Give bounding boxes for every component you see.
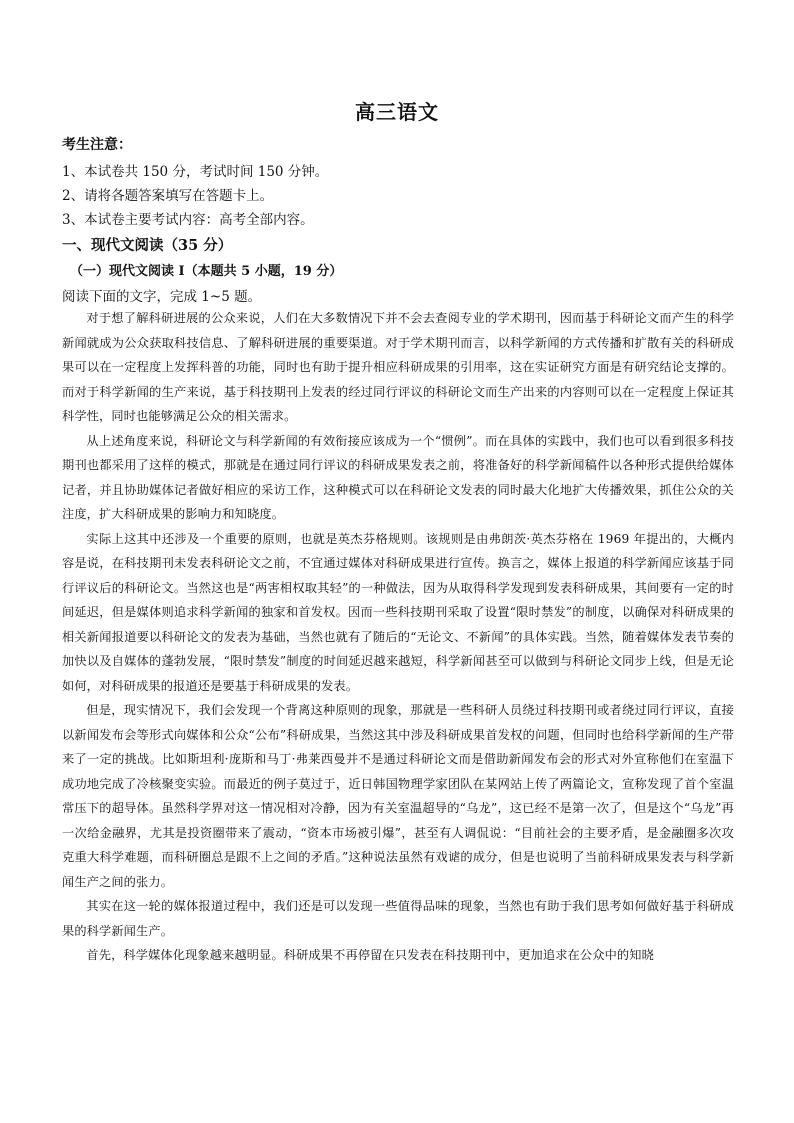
- passage-paragraph: 从上述角度来说，科研论文与科学新闻的有效衔接应该成为一个“惯例”。而在具体的实践中，我们也可以看到很多科技期刊也都采用了这样的模式，那就是在通过同行评议的科研成果发表之前，将准备好的科学新闻稿件以各种形式提供给媒体记者，并且协助媒体记者做好相应的采访工作，这种模式可以在科研论文发表的同时最大化地扩大传播效果，抓住公众的关注度，扩大科研成果的影响力和知晓度。: [62, 433, 734, 521]
- passage-paragraph: 其实在这一轮的媒体报道过程中，我们还是可以发现一些值得品味的现象，当然也有助于我们思考如何做好基于科研成果的科学新闻生产。: [62, 899, 734, 938]
- reading-instruction: 阅读下面的文字，完成 1~5 题。: [62, 289, 262, 305]
- notice-item: 2、请将各题答案填写在答题卡上。: [62, 188, 274, 204]
- subsection-heading: （一）现代文阅读 I（本题共 5 小题，19 分）: [70, 264, 343, 279]
- passage-paragraph: 首先，科学媒体化现象越来越明显。科研成果不再停留在只发表在科技期刊中，更加追求在公众中的知晓: [86, 948, 654, 962]
- notice-item: 3、本试卷主要考试内容：高考全部内容。: [62, 212, 314, 228]
- passage-paragraph: 对于想了解科研进展的公众来说，人们在大多数情况下并不会去查阅专业的学术期刊，因而基于科研论文而产生的科学新闻就成为公众获取科技信息、了解科研进展的重要渠道。对于学术期刊而言，以科学新闻的方式传播和扩散有关的科研成果可以在一定程度上发挥科普的功能，同时也有助于提升相应科研成果的引用率，这在实证研究方面是有研究结论支撑的。而对于科学新闻的生产来说，基于科技期刊上发表的经过同行评议的科研论文而生产出来的内容则可以在一定程度上保证其科学性，同时也能够满足公众的相关需求。: [62, 311, 734, 423]
- section-heading: 一、现代文阅读（35 分）: [62, 237, 233, 254]
- passage-paragraph: 但是，现实情况下，我们会发现一个背离这种原则的现象，那就是一些科研人员绕过科技期刊或者绕过同行评议，直接以新闻发布会等形式向媒体和公众“公布”科研成果，当然这其中涉及科研成果首发权的问题，但同时也给科学新闻的生产带来了一定的挑战。比如斯坦利·庞斯和马丁·弗莱西曼并不是通过科研论文而是借助新闻发布会的形式对外宣称他们在室温下成功地完成了冷核聚变实验。而最近的例子莫过于，近日韩国物理学家团队在某网站上传了两篇论文，宣称发现了首个室温常压下的超导体。虽然科学界对这一情况相对冷静，因为有关室温超导的“乌龙”，这已经不是第一次了，但是这个“乌龙”再一次给金融界，尤其是投资圈带来了震动，“资本市场被引爆”，甚至有人调侃说：“目前社会的主要矛盾，是金融圈多次攻克重大科学难题，而科研圈总是跟不上之间的矛盾。”这种说法虽然有戏谑的成分，但是也说明了当前科研成果发表与科学新闻生产之间的张力。: [62, 703, 734, 889]
- page-title: 高三语文: [355, 100, 439, 124]
- notice-item: 1、本试卷共 150 分，考试时间 150 分钟。: [62, 164, 329, 180]
- passage-paragraph: 实际上这其中还涉及一个重要的原则，也就是英杰芬格规则。该规则是由弗朗茨·英杰芬格在 1969 年提出的，大概内容是说，在科技期刊未发表科研论文之前，不宜通过媒体对科研成果进行宣传。换言之，媒体上报道的科学新闻应该基于同行评议后的科研论文。当然这也是“两害相权取其轻”的一种做法，因为从取得科学发现到发表科研成果，其间要有一定的时间延迟，但是媒体则追求科学新闻的独家和首发权。因而一些科技期刊采取了设置“限时禁发”的制度，以确保对科研成果的相关新闻报道要以科研论文的发表为基础，当然也就有了随后的“无论文、不新闻”的具体实践。当然，随着媒体发表节奏的加快以及自媒体的蓬勃发展，“限时禁发”制度的时间延迟越来越短，科学新闻甚至可以做到与科研论文同步上线，但是无论如何，对科研成果的报道还是要基于科研成果的发表。: [62, 531, 734, 693]
- reading-passage: [62, 306, 734, 968]
- notice-heading: 考生注意：: [62, 137, 132, 153]
